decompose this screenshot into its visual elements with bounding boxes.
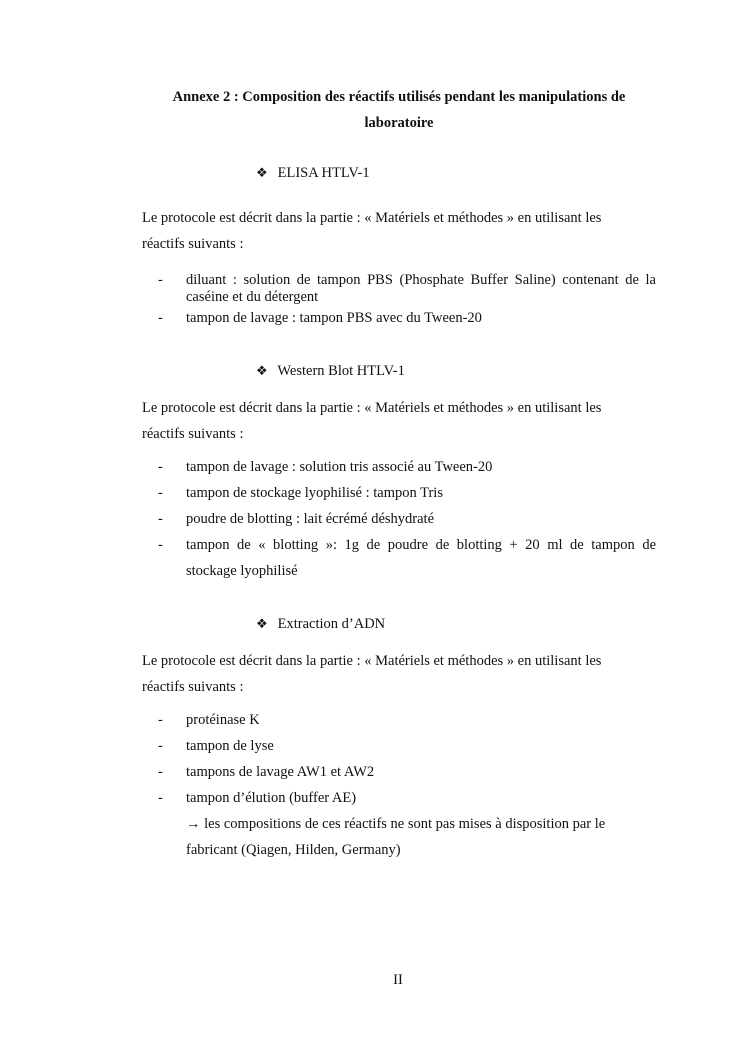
- dash-bullet: -: [158, 764, 163, 780]
- paragraph-line: réactifs suivants :: [142, 236, 244, 252]
- note-line: fabricant (Qiagen, Hilden, Germany): [186, 842, 401, 858]
- paragraph-line: Le protocole est décrit dans la partie : « Matériels et méthodes » en utilisant les: [142, 210, 602, 226]
- list-item: tampon de stockage lyophilisé : tampon Tris: [186, 485, 443, 501]
- heading-text: Western Blot HTLV-1: [277, 363, 405, 379]
- dash-bullet: -: [158, 738, 163, 754]
- section-heading-western-blot: [256, 362, 405, 380]
- diamond-bullet-icon: ❖: [256, 616, 268, 631]
- list-item: tampon de lavage : solution tris associé au Tween-20: [186, 459, 493, 475]
- dash-bullet: -: [158, 485, 163, 501]
- list-item-continued: stockage lyophilisé: [186, 563, 298, 579]
- list-item: tampons de lavage AW1 et AW2: [186, 764, 375, 780]
- heading-text: Extraction d’ADN: [277, 616, 386, 632]
- list-item-continued: caséine et du détergent: [186, 289, 319, 305]
- list-item: tampon d’élution (buffer AE): [186, 790, 357, 806]
- paragraph-line: Le protocole est décrit dans la partie : « Matériels et méthodes » en utilisant les: [142, 400, 602, 416]
- page-number: II: [393, 972, 403, 988]
- heading-text: ELISA HTLV-1: [277, 165, 370, 181]
- list-item: poudre de blotting : lait écrémé déshydraté: [186, 511, 435, 527]
- list-item: protéinase K: [186, 712, 260, 728]
- paragraph-line: Le protocole est décrit dans la partie : « Matériels et méthodes » en utilisant les: [142, 653, 602, 669]
- dash-bullet: -: [158, 459, 163, 475]
- diamond-bullet-icon: ❖: [256, 165, 268, 180]
- dash-bullet: -: [158, 511, 163, 527]
- list-item: tampon de lavage : tampon PBS avec du Tween-20: [186, 310, 482, 326]
- paragraph-line: réactifs suivants :: [142, 679, 244, 695]
- dash-bullet: -: [158, 790, 163, 806]
- list-item: tampon de « blotting »: 1g de poudre de blotting + 20 ml de tampon de: [186, 537, 656, 553]
- dash-bullet: -: [158, 712, 163, 728]
- dash-bullet: -: [158, 310, 163, 326]
- dash-bullet: -: [158, 537, 163, 553]
- diamond-bullet-icon: ❖: [256, 363, 268, 378]
- list-item: diluant : solution de tampon PBS (Phosphate Buffer Saline) contenant de la: [186, 272, 656, 288]
- section-heading-extraction: [256, 615, 385, 633]
- paragraph-line: réactifs suivants :: [142, 426, 244, 442]
- title-line-1: Annexe 2 : Composition des réactifs utilisés pendant les manipulations de: [172, 89, 626, 105]
- list-item: tampon de lyse: [186, 738, 274, 754]
- dash-bullet: -: [158, 272, 163, 288]
- title-line-2: laboratoire: [364, 115, 434, 131]
- note-line: → les compositions de ces réactifs ne sont pas mises à disposition par le: [186, 816, 606, 832]
- section-heading-elisa: [256, 164, 370, 182]
